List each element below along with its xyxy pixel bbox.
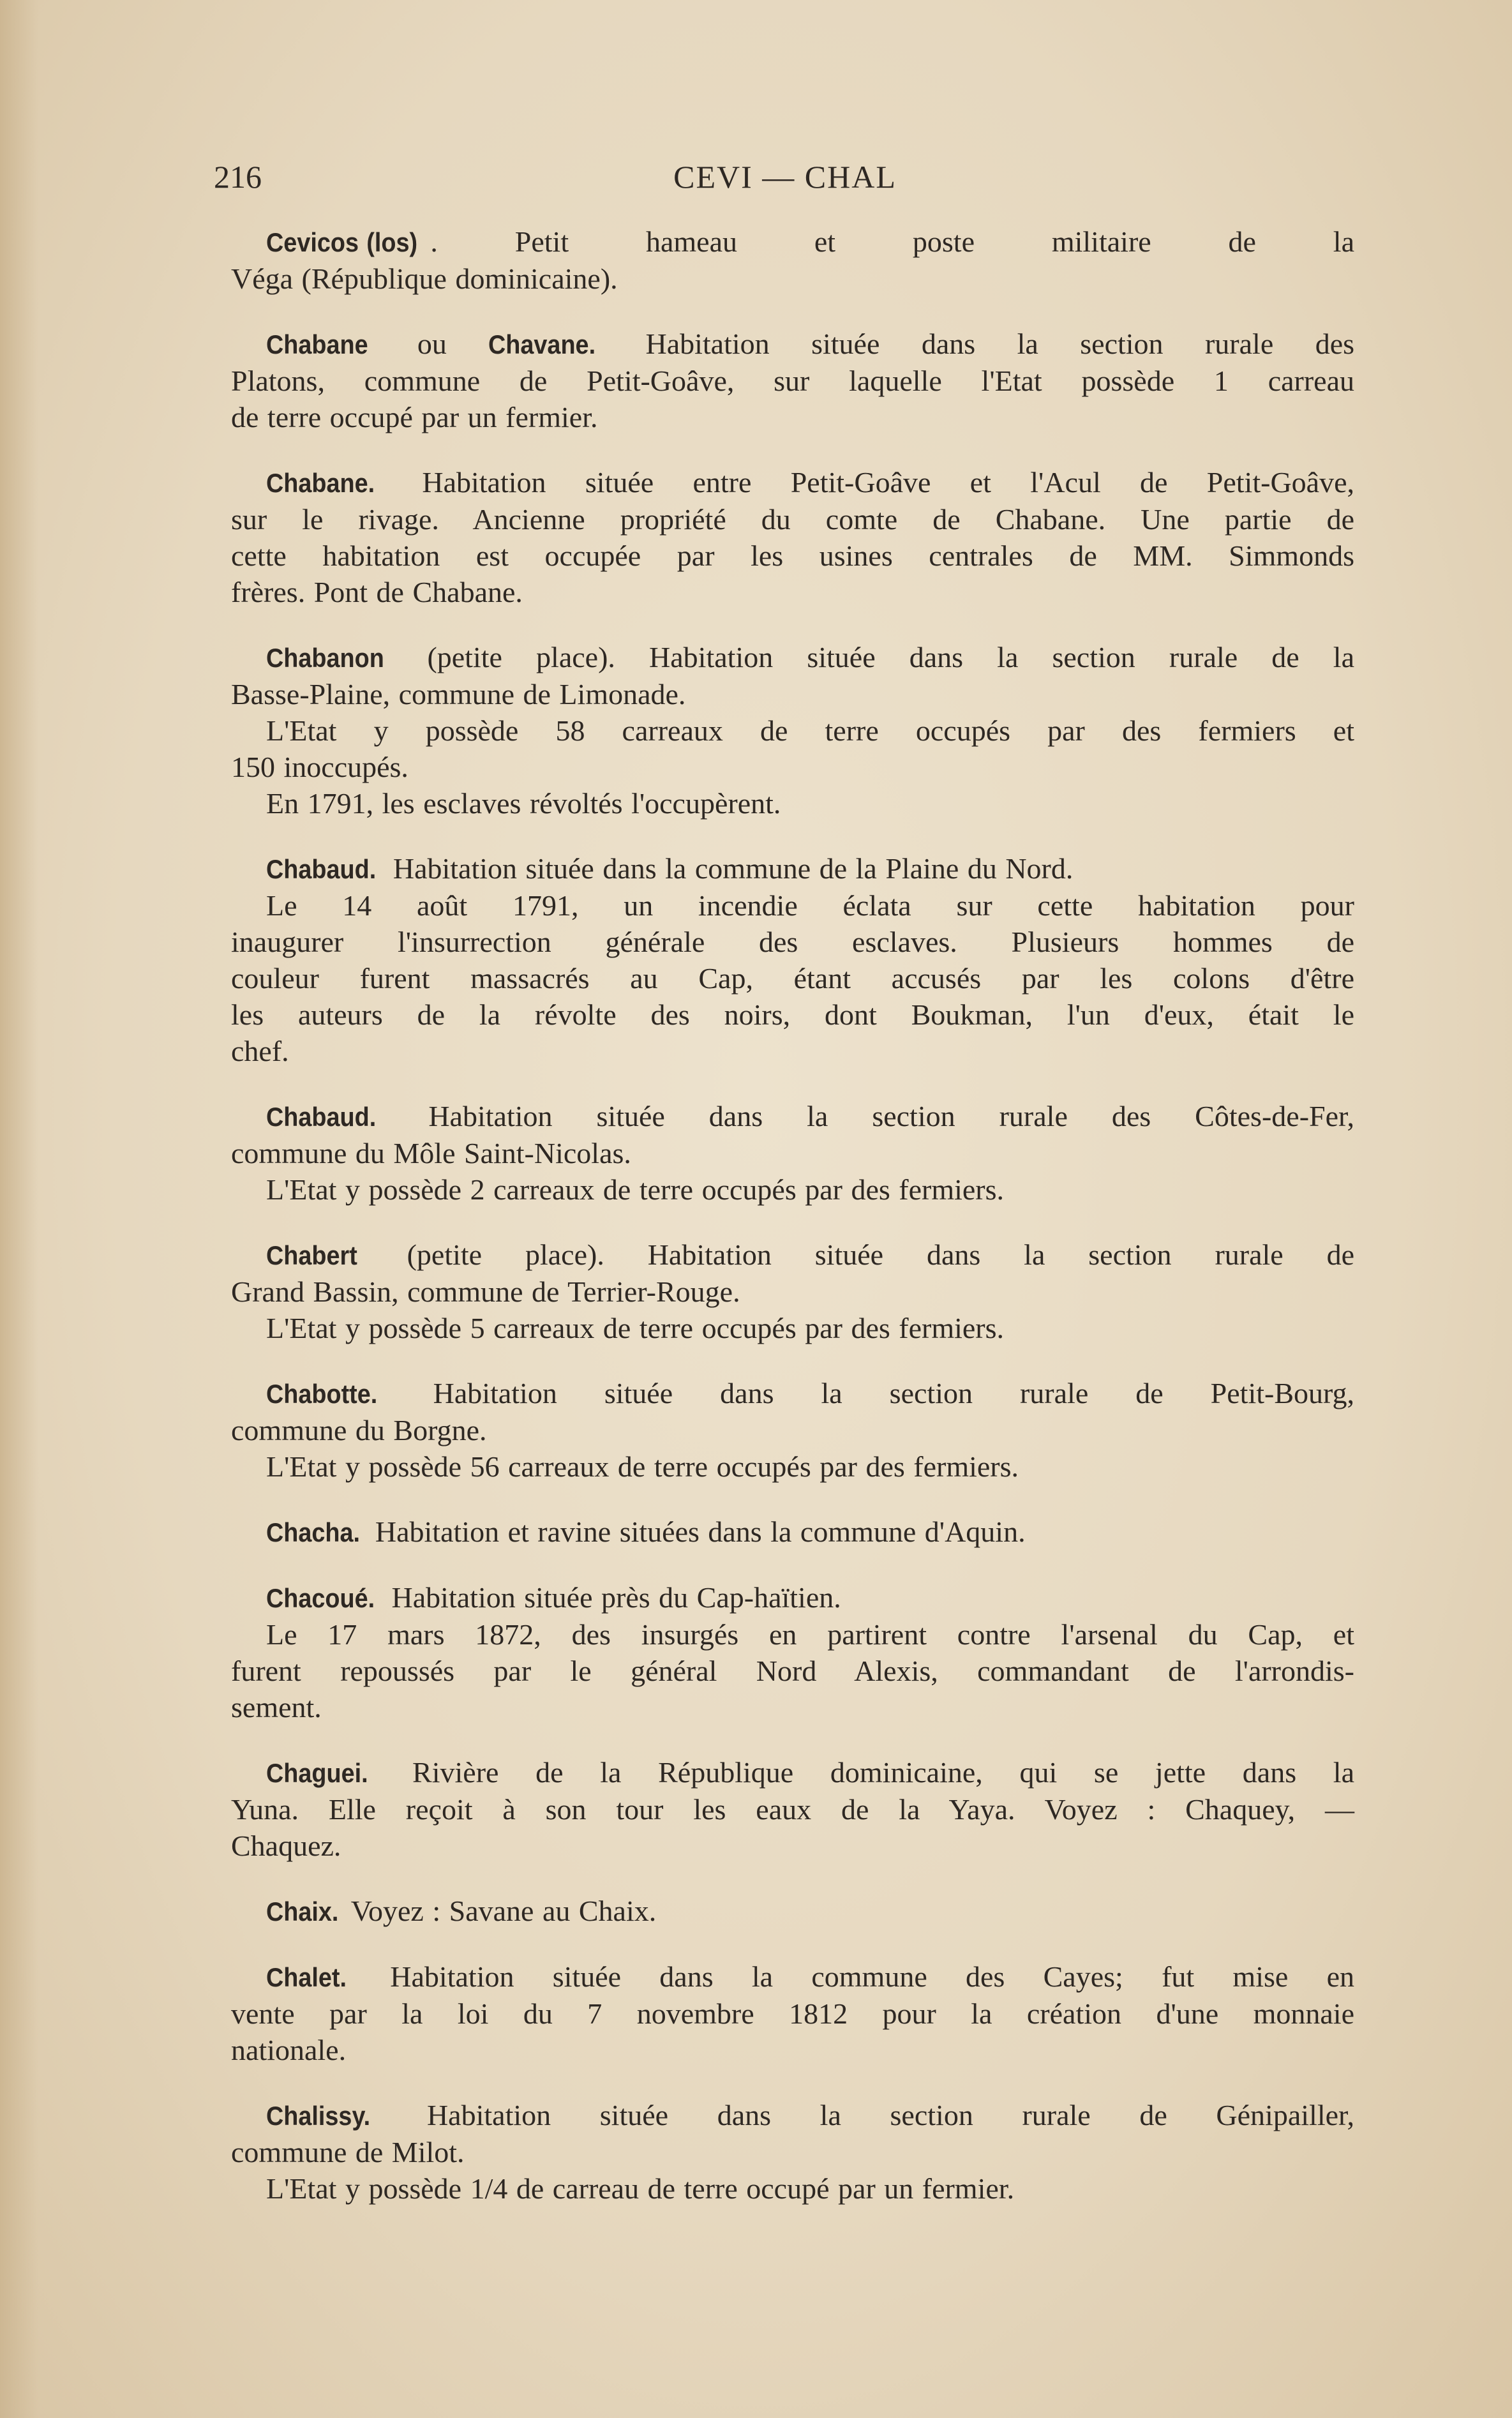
dictionary-entry [231, 1893, 1354, 1930]
text-line [231, 501, 1354, 537]
text-line [231, 223, 1354, 260]
text-line [231, 574, 1354, 610]
line-text: Habitation située dans la section rurale des [604, 327, 1355, 360]
text-line [231, 924, 1354, 960]
line-text: Grand Bassin, commune de Terrier-Rouge. [231, 1275, 740, 1308]
line-text: frères. Pont de Chabane. [231, 576, 523, 608]
line-text: commune du Môle Saint-Nicolas. [231, 1137, 631, 1169]
line-text: furent repoussés par le général Nord Alexis, commandant de l'arrondis- [231, 1655, 1354, 1687]
line-text: L'Etat y possède 1/4 de carreau de terre occupé par un fermier. [266, 2172, 1015, 2205]
line-text: Habitation située dans la section rurale des Côtes-de-Fer, [384, 1100, 1354, 1132]
line-text: cette habitation est occupée par les usines centrales de MM. Simmonds [231, 539, 1354, 572]
line-text: L'Etat y possède 5 carreaux de terre occupés par des fermiers. [266, 1312, 1005, 1344]
headword: Chabane. [266, 468, 375, 498]
line-text: Habitation située dans la commune des Cayes; fut mise en [352, 1960, 1354, 1993]
text-line [231, 1995, 1354, 2032]
line-text: . Petit hameau et poste militaire de la [430, 225, 1354, 258]
text-line [231, 1754, 1354, 1791]
line-text: commune du Borgne. [231, 1414, 487, 1446]
line-text: Platons, commune de Petit-Goâve, sur laquelle l'Etat possède 1 carreau [231, 364, 1354, 397]
line-text: commune de Milot. [231, 2136, 465, 2168]
dictionary-entry [231, 326, 1354, 435]
text-line [231, 326, 1354, 363]
page-edge-shadow [0, 0, 38, 2418]
text-line [231, 1412, 1354, 1448]
line-text: Rivière de la République dominicaine, qui se jette dans la [375, 1756, 1354, 1789]
dictionary-entry [231, 1098, 1354, 1208]
text-line [231, 1236, 1354, 1273]
line-text: couleur furent massacrés au Cap, étant accusés par les colons d'être [231, 962, 1354, 995]
line-text: 150 inoccupés. [231, 751, 408, 783]
text-line [231, 1171, 1354, 1208]
headword: Chabert [266, 1240, 357, 1270]
page-number: 216 [214, 159, 262, 195]
dictionary-entry [231, 2097, 1354, 2207]
text-line [231, 260, 1354, 297]
text-line [231, 1448, 1354, 1485]
text-line [231, 996, 1354, 1033]
line-text: sur le rivage. Ancienne propriété du comte de Chabane. Une partie de [231, 503, 1354, 536]
text-line [231, 2134, 1354, 2170]
headword: Chacha. [266, 1517, 361, 1547]
line-text: inaugurer l'insurrection générale des esclaves. Plusieurs hommes de [231, 926, 1354, 958]
headword: Chabotte. [266, 1379, 378, 1409]
text-line [231, 749, 1354, 785]
text-line [231, 1616, 1354, 1653]
line-text: sement. [231, 1691, 322, 1723]
text-line [231, 1791, 1354, 1828]
line-text: de terre occupé par un fermier. [231, 401, 598, 433]
text-line [231, 1828, 1354, 1864]
dictionary-entry [231, 1579, 1354, 1725]
dictionary-entry [231, 1513, 1354, 1551]
line-text: nationale. [231, 2034, 347, 2066]
page-header [214, 158, 1356, 203]
line-text: . Habitation située dans la section rurale de [597, 1238, 1355, 1271]
headword: Cevicos (los) [266, 227, 418, 257]
headword: Chalissy. [266, 2101, 371, 2131]
text-line [231, 2097, 1354, 2134]
text-line [231, 1310, 1354, 1346]
headword-qualifier: ou [375, 327, 489, 360]
text-line [231, 1579, 1354, 1616]
line-text: chef. [231, 1035, 289, 1067]
text-line [231, 712, 1354, 749]
text-line [231, 1893, 1354, 1930]
line-text: Le 14 août 1791, un incendie éclata sur cette habitation pour [266, 889, 1354, 922]
text-line [231, 1653, 1354, 1689]
text-line [231, 537, 1354, 574]
text-line [231, 850, 1354, 887]
dictionary-entries [231, 223, 1354, 2235]
headword: Chavane. [488, 329, 596, 359]
dictionary-entry [231, 223, 1354, 297]
dictionary-entry [231, 1236, 1354, 1346]
line-text: Habitation située dans la section rurale de Génipailler, [378, 2099, 1354, 2131]
text-line [231, 363, 1354, 399]
line-text: Yuna. Elle reçoit à son tour les eaux de la Yaya. Voyez : Chaquey, — [231, 1793, 1354, 1826]
text-line [231, 1098, 1354, 1135]
line-text: Véga (République dominicaine). [231, 262, 618, 295]
dictionary-entry [231, 850, 1354, 1069]
headword: Chalet. [266, 1962, 347, 1992]
line-text: L'Etat y possède 56 carreaux de terre occupés par des fermiers. [266, 1450, 1019, 1483]
line-text: Basse-Plaine, commune de Limonade. [231, 678, 686, 710]
headword: Chacoué. [266, 1583, 375, 1613]
headword-qualifier: (petite place) [363, 1238, 597, 1271]
line-text: Habitation située dans la section rurale de Petit-Bourg, [385, 1377, 1354, 1409]
line-text: Habitation située entre Petit-Goâve et l'Acul de Petit-Goâve, [383, 466, 1354, 499]
line-text: L'Etat y possède 58 carreaux de terre occupés par des fermiers et [266, 714, 1354, 747]
line-text: Habitation située dans la commune de la Plaine du Nord. [384, 852, 1074, 885]
text-line [231, 1958, 1354, 1995]
line-text: Le 17 mars 1872, des insurgés en partirent contre l'arsenal du Cap, et [266, 1618, 1354, 1651]
text-line [231, 785, 1354, 822]
line-text: vente par la loi du 7 novembre 1812 pour la création d'une monnaie [231, 1997, 1354, 2030]
line-text: les auteurs de la révolte des noirs, dont Boukman, l'un d'eux, était le [231, 998, 1354, 1031]
text-line [231, 2170, 1354, 2207]
text-line [231, 887, 1354, 924]
dictionary-entry [231, 1375, 1354, 1485]
text-line [231, 1033, 1354, 1069]
headword: Chabaud. [266, 1102, 377, 1132]
dictionary-entry [231, 464, 1354, 610]
text-line [231, 1689, 1354, 1725]
text-line [231, 1135, 1354, 1171]
text-line [231, 676, 1354, 712]
headword: Chabanon [266, 643, 384, 673]
text-line [231, 1375, 1354, 1412]
text-line [231, 639, 1354, 676]
text-line [231, 1513, 1354, 1551]
text-line [231, 399, 1354, 435]
text-line [231, 960, 1354, 996]
line-text: En 1791, les esclaves révoltés l'occupèrent. [266, 787, 781, 820]
line-text: Chaquez. [231, 1829, 341, 1862]
dictionary-entry [231, 639, 1354, 822]
headword-qualifier: (petite place) [393, 641, 608, 673]
headword: Chabane [266, 329, 368, 359]
headword: Chabaud. [266, 854, 377, 884]
text-line [231, 1273, 1354, 1310]
dictionary-entry [231, 1754, 1354, 1864]
headword: Chaguei. [266, 1758, 368, 1788]
line-text: Habitation située près du Cap-haïtien. [383, 1581, 841, 1614]
dictionary-entry [231, 1958, 1354, 2068]
line-text: Voyez : Savane au Chaix. [343, 1895, 657, 1927]
headword: Chaix. [266, 1896, 339, 1926]
text-line [231, 2032, 1354, 2068]
line-text: . Habitation située dans la section rurale de la [608, 641, 1354, 673]
line-text: Habitation et ravine situées dans la commune d'Aquin. [366, 1515, 1026, 1548]
line-text: L'Etat y possède 2 carreaux de terre occupés par des fermiers. [266, 1173, 1005, 1206]
text-line [231, 464, 1354, 501]
running-title: CEVI — CHAL [673, 159, 897, 195]
